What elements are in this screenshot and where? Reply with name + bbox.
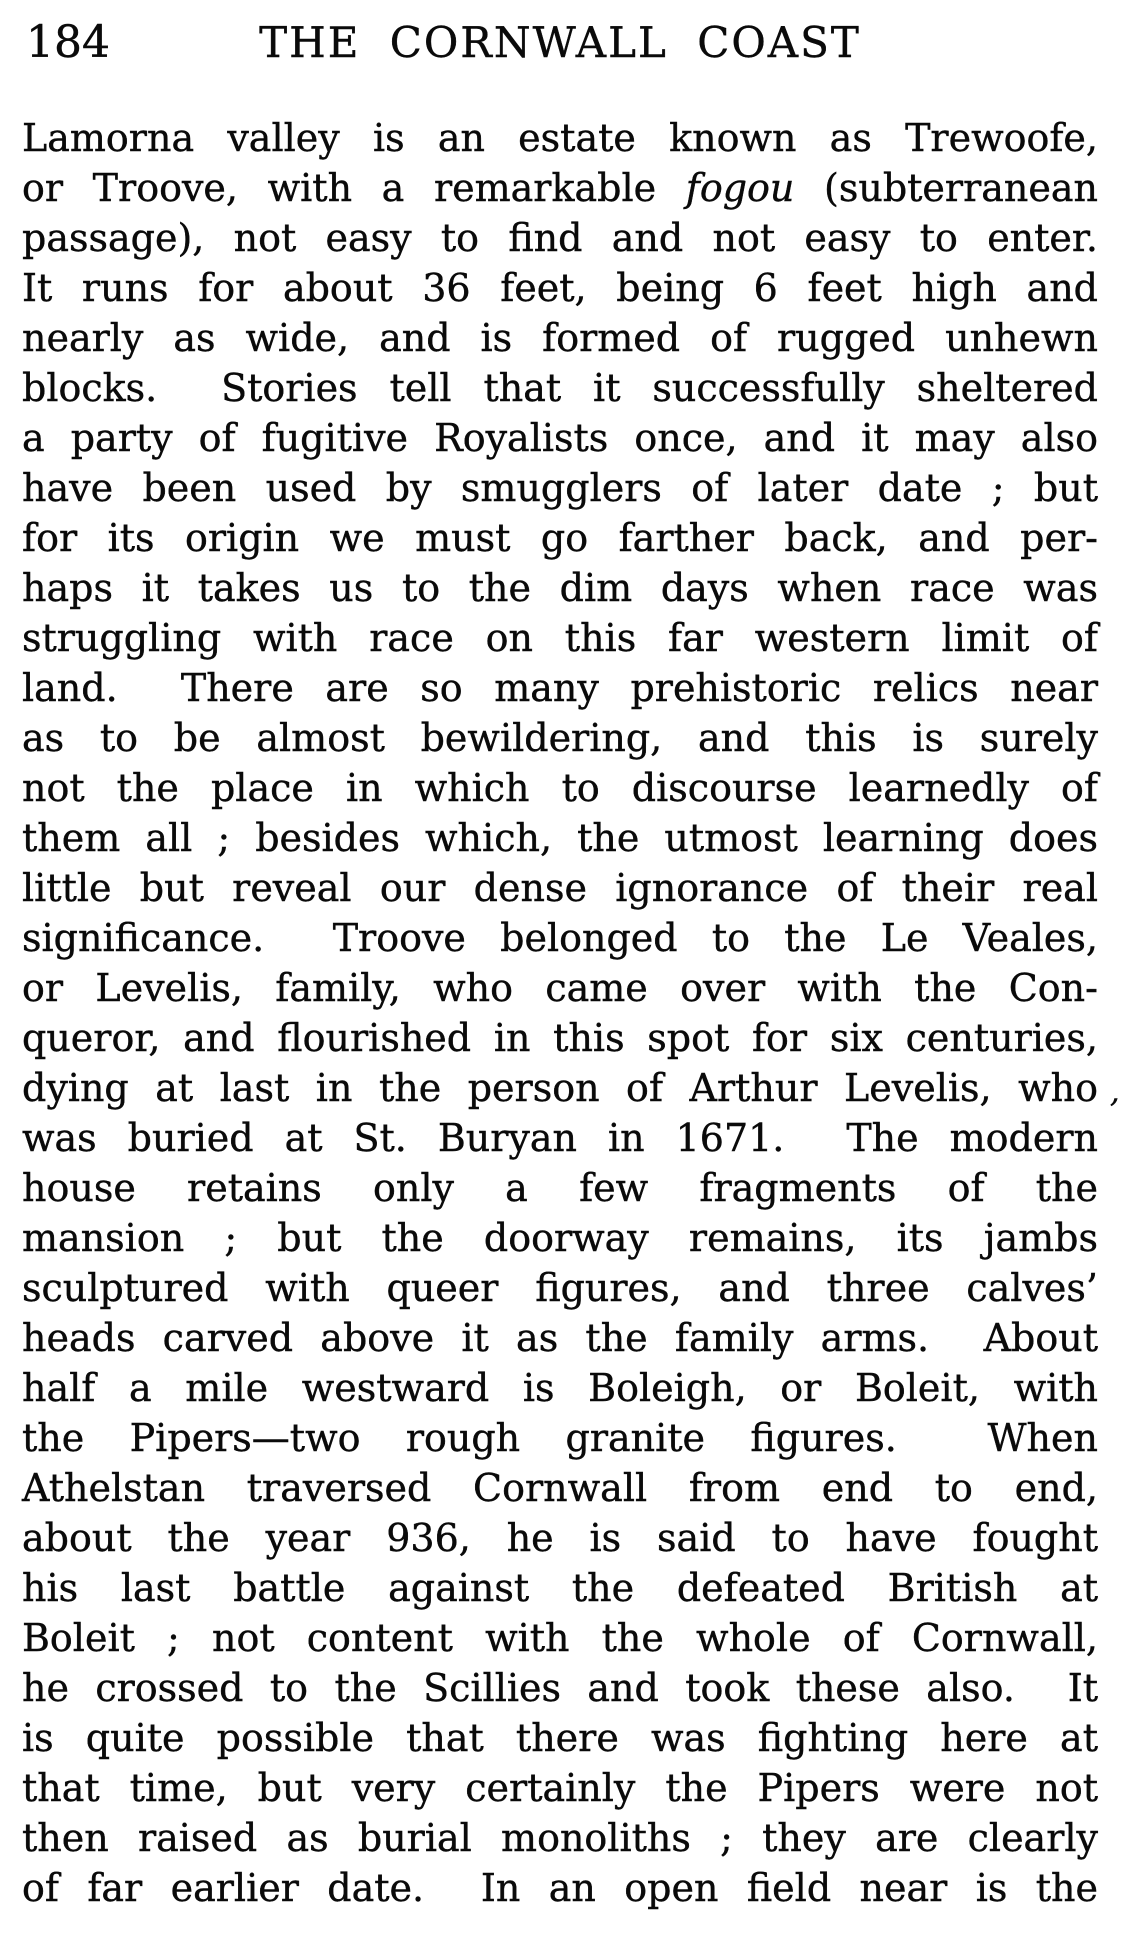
page-header — [22, 19, 1098, 71]
text-line: or Levelis, family, who came over with the Con- — [22, 966, 1098, 1010]
text-line: sculptured with queer figures, and three calves’ — [22, 1266, 1098, 1310]
text-line: Athelstan traversed Cornwall from end to end, — [22, 1466, 1098, 1510]
text-line: Lamorna valley is an estate known as Trewoofe, — [22, 116, 1098, 160]
text-line: passage), not easy to find and not easy to enter. — [22, 216, 1098, 260]
text-line: haps it takes us to the dim days when race was — [22, 566, 1098, 610]
text-line: mansion ; but the doorway remains, its jambs — [22, 1216, 1098, 1260]
text-line: then raised as burial monoliths ; they are clearly — [22, 1816, 1098, 1860]
text-line: little but reveal our dense ignorance of their real — [22, 866, 1098, 910]
text-line: nearly as wide, and is formed of rugged unhewn — [22, 316, 1098, 360]
text-line: the Pipers—two rough granite figures. When — [22, 1416, 1098, 1460]
text-line: his last battle against the defeated British at — [22, 1566, 1098, 1610]
text-line: them all ; besides which, the utmost learning does — [22, 816, 1098, 860]
text-line: blocks. Stories tell that it successfully sheltered — [22, 366, 1098, 410]
text-line: he crossed to the Scillies and took these also. It — [22, 1666, 1098, 1710]
text-line: is quite possible that there was fighting here at — [22, 1716, 1098, 1760]
text-line: as to be almost bewildering, and this is surely — [22, 716, 1098, 760]
text-line: house retains only a few fragments of the — [22, 1166, 1098, 1210]
text-line: heads carved above it as the family arms. About — [22, 1316, 1098, 1360]
text-line: not the place in which to discourse learnedly of — [22, 766, 1098, 810]
scan-artifact-mark: , — [1110, 1075, 1120, 1110]
text-line: significance. Troove belonged to the Le Veales, — [22, 916, 1098, 960]
text-line: that time, but very certainly the Pipers were not — [22, 1766, 1098, 1810]
text-line: queror, and flourished in this spot for six centuries, — [22, 1016, 1098, 1060]
text-line: or Troove, with a remarkable fogou (subterranean — [22, 166, 1098, 210]
text-line: a party of fugitive Royalists once, and it may also — [22, 416, 1098, 460]
text-line: for its origin we must go farther back, and per- — [22, 516, 1098, 560]
body-paragraph — [22, 113, 1098, 1913]
text-line: have been used by smugglers of later date ; but — [22, 466, 1098, 510]
text-line: half a mile westward is Boleigh, or Boleit, with — [22, 1366, 1098, 1410]
running-title: THE CORNWALL COAST — [259, 18, 861, 67]
text-line: about the year 936, he is said to have fought — [22, 1516, 1098, 1560]
text-line: was buried at St. Buryan in 1671. The modern — [22, 1116, 1098, 1160]
text-line: struggling with race on this far western limit of — [22, 616, 1098, 660]
text-line: land. There are so many prehistoric relics near — [22, 666, 1098, 710]
page-number: 184 — [26, 17, 110, 68]
text-line: Boleit ; not content with the whole of Cornwall, — [22, 1616, 1098, 1660]
text-line: dying at last in the person of Arthur Levelis, who — [22, 1066, 1098, 1110]
text-line: of far earlier date. In an open field near is the — [22, 1866, 1098, 1910]
text-line: It runs for about 36 feet, being 6 feet high and — [22, 266, 1098, 310]
